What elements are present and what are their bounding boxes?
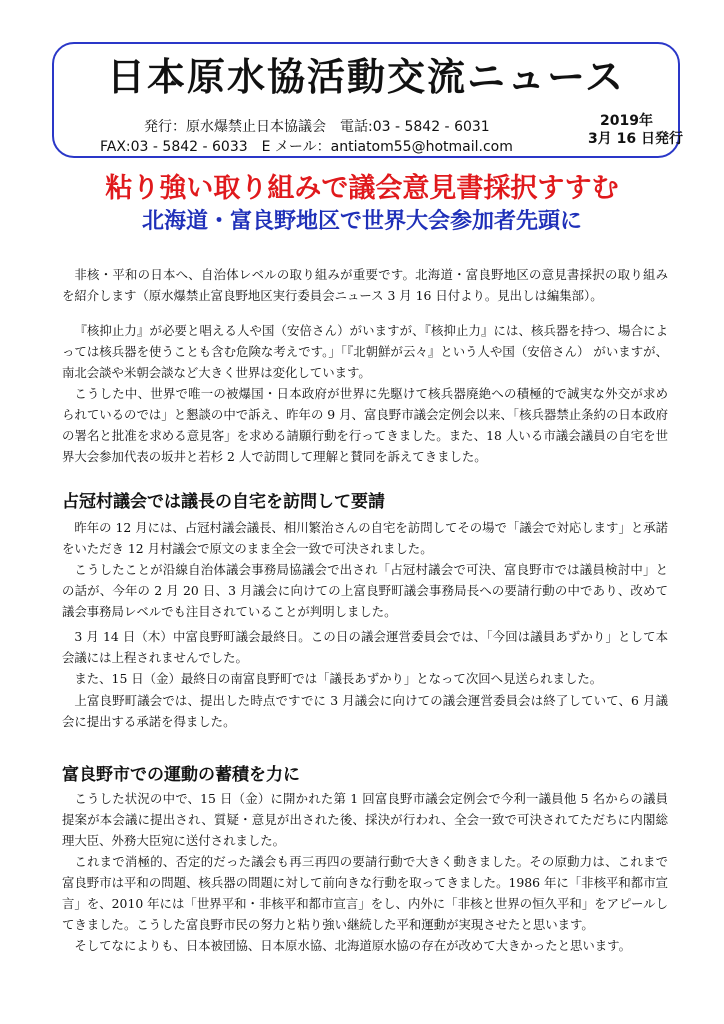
subheadline: 北海道・富良野地区で世界大会参加者先頭に	[141, 209, 582, 234]
masthead-box	[52, 42, 683, 158]
publisher-line	[144, 116, 490, 136]
section-paragraph: 昨年の 12 月には、占冠村議会議長、相川繁治さんの自宅を訪問してその場で「議会で対応します」と承諾をいただき 12 月村議会で原文のまま全会一致で可決されました。	[62, 520, 669, 556]
section-paragraph: これまで消極的、否定的だった議会も再三再四の要請行動で大きく動きました。その原動力は、これまで富良野市は平和の問題、核兵器の問題に対して前向きな行動を取ってきました。1986 年に「非核平和都市宣言」を、2010 年には「世界平和・非核平和都市宣言」をし、内外に「非核と世界の恒久平和」をアピールしてきました。こうした富良野市民の努力と粘り強い継続した平和運動が実現させたと思います。	[62, 854, 668, 932]
section-heading: 占冠村議会では議長の自宅を訪問して要請	[62, 492, 385, 512]
section-heading: 富良野市での運動の蓄積を力に	[62, 765, 300, 785]
issue-date: 3月 16 日発行	[588, 131, 683, 147]
publisher: 発行：原水爆禁止日本協議会	[144, 119, 326, 135]
phone-number: 電話:03 - 5842 - 6031	[340, 119, 490, 135]
section-paragraph: そしてなによりも、日本被団協、日本原水協、北海道原水協の存在が改めて大きかったと思います。	[74, 938, 631, 953]
body-paragraph: 『核抑止力』が必要と唱える人や国（安倍さん）がいますが、『核抑止力』には、核兵器を持つ、場合によっては核兵器を使うことも含む危険な考えです。」「『北朝鮮が云々』という人や国（安倍さん） がいますが、南北会談や米朝会談など大きく世界は変化しています。	[62, 323, 668, 380]
masthead-title: 日本原水協活動交流ニュース	[106, 55, 626, 99]
fax-number: FAX:03 - 5842 - 6033	[100, 139, 248, 155]
section-paragraph: 3 月 14 日（木）中富良野町議会最終日。この日の議会運営委員会では、「今回は議員あずかり」として本会議には上程されませんでした。	[62, 629, 668, 665]
section-paragraph: また、15 日（金）最終日の南富良野町では「議長あずかり」となって次回へ見送られました。	[74, 671, 603, 686]
email-address: E メール：antiatom55@hotmail.com	[261, 139, 513, 155]
intro-paragraph: 非核・平和の日本へ、自治体レベルの取り組みが重要です。北海道・富良野地区の意見書採択の取り組みを紹介します（原水爆禁止富良野地区実行委員会ニュース 3 月 16 日付より。見出しは編集部）。	[62, 267, 668, 303]
contact-line	[100, 136, 513, 156]
body-paragraph: こうした中、世界で唯一の被爆国・日本政府が世界に先駆けて核兵器廃絶への積極的で誠実な外交が求められているのでは」と懇談の中で訴え、昨年の 9 月、富良野市議会定例会以来、「核兵器禁止条約の日本政府の署名と批准を求める意見客」を求める請願行動を行ってきました。また、18 人いる市議会議員の自宅を世界大会参加代表の坂井と若杉 2 人で訪問して理解と賛同を訴えてきました。	[62, 386, 668, 464]
section-paragraph: 上富良野町議会では、提出した時点ですでに 3 月議会に向けての議会運営委員会は終了していて、6 月議会に提出する承諾を得ました。	[62, 693, 668, 729]
section-paragraph: こうしたことが沿線自治体議会事務局協議会で出され「占冠村議会で可決、富良野市では議員検討中」との話が、今年の 2 月 20 日、3 月議会に向けての上富良野町議会事務局長への要請行動の中であり、改めて議会事務局レベルでも注目されていることが判明しました。	[62, 562, 668, 619]
section-paragraph: こうした状況の中で、15 日（金）に開かれた第 1 回富良野市議会定例会で今利一議員他 5 名からの議員提案が本会議に提出され、質疑・意見が出された後、採決が行われ、全会一致で可決されてただちに内閣総理大臣、外務大臣宛に送付されました。	[62, 791, 668, 848]
headline: 粘り強い取り組みで議会意見書採択すすむ	[105, 173, 619, 204]
issue-year: 2019年	[600, 113, 653, 129]
